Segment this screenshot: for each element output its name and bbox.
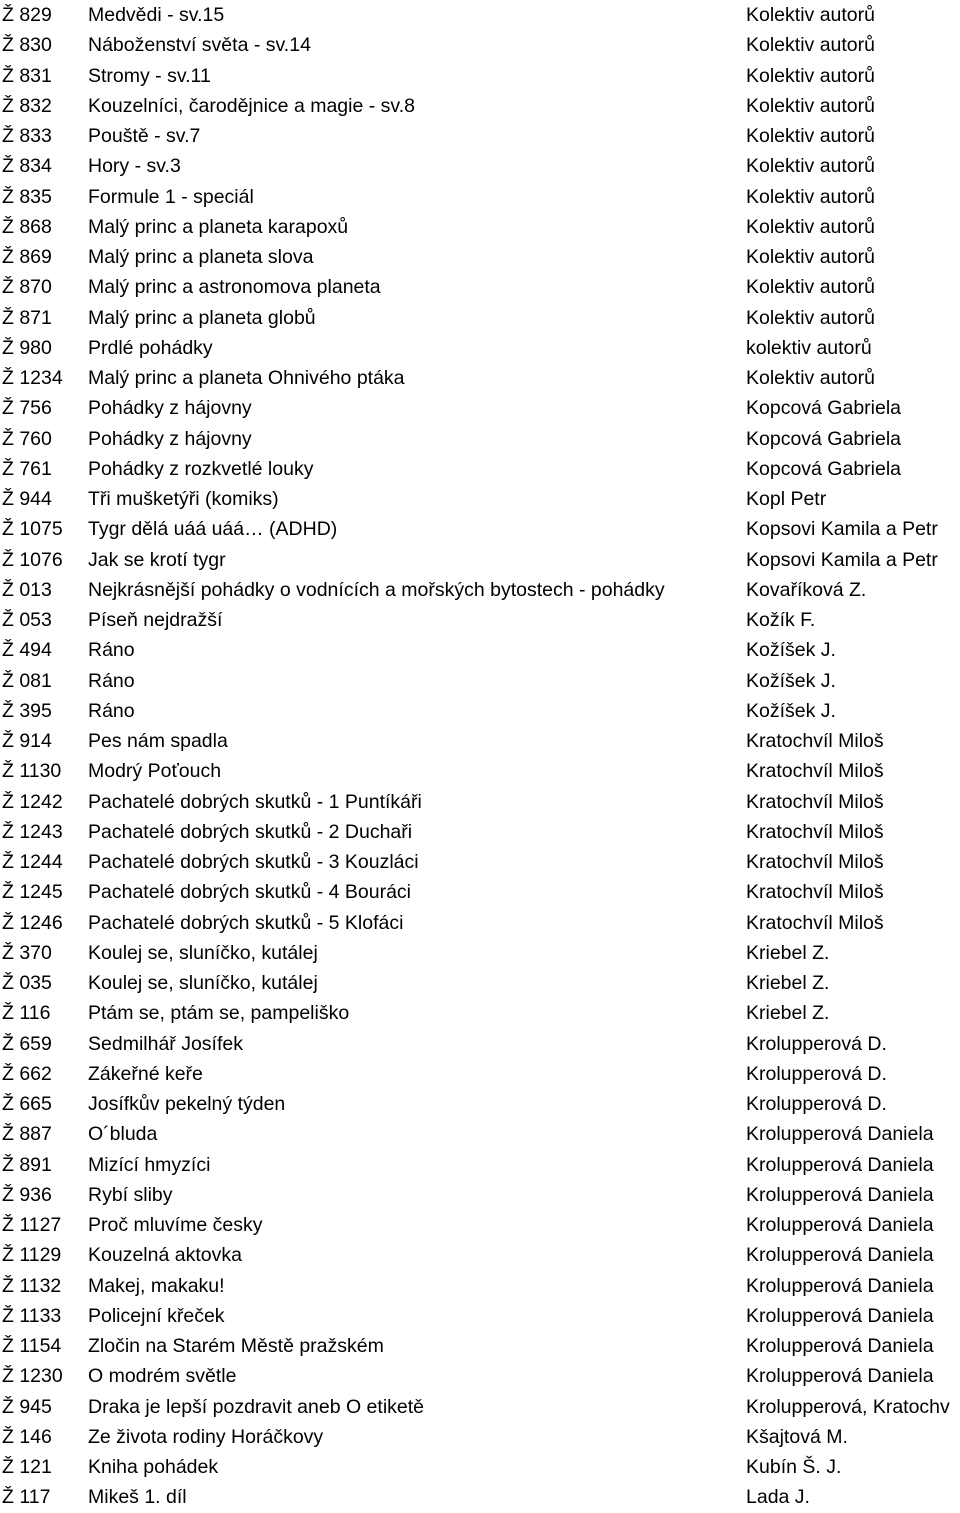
catalog-row: [0, 938, 960, 968]
book-author: Kriebel Z.: [746, 972, 830, 994]
book-author: Krolupperová D.: [746, 1093, 887, 1115]
catalog-row: [0, 605, 960, 635]
catalog-row: [0, 1150, 960, 1180]
catalog-row: [0, 666, 960, 696]
book-author: Kovaříková Z.: [746, 578, 867, 601]
book-title: Malý princ a astronomova planeta: [88, 276, 381, 299]
catalog-row: [0, 454, 960, 484]
shelf-code: Ž 887: [2, 1123, 52, 1146]
catalog-row: [0, 968, 960, 998]
shelf-code: Ž 891: [2, 1153, 52, 1176]
shelf-code: Ž 1234: [2, 367, 63, 389]
book-title: Píseň nejdražší: [88, 609, 223, 631]
catalog-row: [0, 30, 960, 60]
shelf-code: Ž 761: [2, 457, 52, 480]
shelf-code: Ž 835: [2, 185, 52, 208]
shelf-code: Ž 659: [2, 1032, 52, 1055]
book-author: Krolupperová Daniela: [746, 1123, 934, 1146]
shelf-code: Ž 832: [2, 94, 52, 117]
book-title: Medvědi - sv.15: [88, 4, 225, 26]
book-author: Kolektiv autorů: [746, 276, 875, 299]
catalog-row: [0, 363, 960, 393]
book-title: Malý princ a planeta globů: [88, 306, 316, 329]
book-title: O´bluda: [88, 1123, 158, 1146]
catalog-row: [0, 1089, 960, 1119]
catalog-row: [0, 61, 960, 91]
shelf-code: Ž 1154: [2, 1335, 62, 1357]
book-title: Draka je lepší pozdravit aneb O etiketě: [88, 1395, 425, 1418]
book-author: Krolupperová, Kratochv: [746, 1395, 950, 1418]
shelf-code: Ž 035: [2, 972, 52, 994]
book-author: Kratochvíl Miloš: [746, 730, 884, 752]
shelf-code: Ž 1245: [2, 881, 63, 904]
shelf-code: Ž 1132: [2, 1274, 62, 1297]
book-author: Kolektiv autorů: [746, 64, 875, 87]
book-title: Rybí sliby: [88, 1183, 173, 1206]
catalog-row: [0, 424, 960, 454]
book-title: Nejkrásnější pohádky o vodnících a mořských bytostech - pohádky: [88, 578, 665, 601]
catalog-row: [0, 877, 960, 907]
book-title: Hory - sv.3: [88, 155, 181, 178]
book-title: Koulej se, sluníčko, kutálej: [88, 941, 318, 964]
catalog-row: [0, 182, 960, 212]
book-title: Modrý Poťouch: [88, 760, 222, 783]
book-author: Kolektiv autorů: [746, 155, 875, 178]
book-author: Kopcová Gabriela: [746, 397, 902, 420]
shelf-code: Ž 760: [2, 427, 52, 450]
shelf-code: Ž 116: [2, 1002, 51, 1025]
catalog-row: [0, 393, 960, 423]
shelf-code: Ž 870: [2, 276, 52, 299]
shelf-code: Ž 829: [2, 4, 52, 26]
shelf-code: Ž 1130: [2, 760, 62, 783]
book-title: Ráno: [88, 699, 135, 722]
catalog-row: [0, 1119, 960, 1149]
book-title: Malý princ a planeta slova: [88, 246, 314, 268]
book-author: Kolektiv autorů: [746, 34, 875, 57]
shelf-code: Ž 869: [2, 246, 52, 268]
catalog-row: [0, 333, 960, 363]
book-title: Pohádky z rozkvetlé louky: [88, 457, 314, 480]
book-author: Kratochvíl Miloš: [746, 911, 884, 934]
book-author: Krolupperová Daniela: [746, 1274, 934, 1297]
shelf-code: Ž 117: [2, 1486, 51, 1509]
catalog-row: [0, 1452, 960, 1482]
book-title: O modrém světle: [88, 1365, 237, 1388]
shelf-code: Ž 980: [2, 336, 52, 359]
catalog-row: [0, 1422, 960, 1452]
shelf-code: Ž 013: [2, 578, 52, 601]
book-author: Kolektiv autorů: [746, 94, 875, 117]
book-author: Kolektiv autorů: [746, 246, 875, 268]
book-title: Pes nám spadla: [88, 730, 228, 752]
book-title: Pouště - sv.7: [88, 125, 201, 147]
book-author: Kopsovi Kamila a Petr: [746, 518, 938, 541]
catalog-row: [0, 151, 960, 181]
catalog-row: [0, 1180, 960, 1210]
book-author: kolektiv autorů: [746, 336, 872, 359]
shelf-code: Ž 370: [2, 941, 52, 964]
book-author: Kožík F.: [746, 609, 816, 631]
catalog-row: [0, 212, 960, 242]
book-author: Kriebel Z.: [746, 941, 830, 964]
book-author: Krolupperová D.: [746, 1032, 887, 1055]
book-title: Josífkův pekelný týden: [88, 1093, 286, 1115]
catalog-row: [0, 635, 960, 665]
book-title: Pachatelé dobrých skutků - 3 Kouzláci: [88, 851, 419, 873]
catalog-row: [0, 847, 960, 877]
book-author: Krolupperová D.: [746, 1062, 887, 1085]
book-title: Náboženství světa - sv.14: [88, 34, 311, 57]
book-author: Kratochvíl Miloš: [746, 760, 884, 783]
book-title: Sedmilhář Josífek: [88, 1032, 243, 1055]
shelf-code: Ž 1244: [2, 851, 63, 873]
book-title: Ráno: [88, 669, 135, 692]
book-author: Kožíšek J.: [746, 669, 836, 692]
catalog-row: [0, 1331, 960, 1361]
book-author: Kopsovi Kamila a Petr: [746, 548, 938, 571]
shelf-code: Ž 494: [2, 639, 52, 662]
catalog-row: [0, 121, 960, 151]
catalog-row: [0, 91, 960, 121]
book-title: Tygr dělá uáá uáá… (ADHD): [88, 518, 338, 541]
book-author: Kolektiv autorů: [746, 125, 875, 147]
book-title: Koulej se, sluníčko, kutálej: [88, 972, 318, 994]
book-title: Stromy - sv.11: [88, 64, 211, 87]
book-author: Kopcová Gabriela: [746, 427, 902, 450]
shelf-code: Ž 831: [2, 64, 52, 87]
catalog-row: [0, 242, 960, 272]
shelf-code: Ž 1076: [2, 548, 63, 571]
book-title: Prdlé pohádky: [88, 336, 213, 359]
book-author: Kriebel Z.: [746, 1002, 830, 1025]
book-title: Mizící hmyzíci: [88, 1153, 211, 1176]
book-title: Malý princ a planeta Ohnivého ptáka: [88, 367, 405, 389]
catalog-row: [0, 726, 960, 756]
catalog-row: [0, 514, 960, 544]
shelf-code: Ž 395: [2, 699, 52, 722]
book-author: Kolektiv autorů: [746, 4, 875, 26]
shelf-code: Ž 081: [2, 669, 52, 692]
book-title: Pachatelé dobrých skutků - 2 Duchaři: [88, 820, 413, 843]
book-title: Pohádky z hájovny: [88, 397, 252, 420]
book-author: Kratochvíl Miloš: [746, 820, 884, 843]
catalog-row: [0, 756, 960, 786]
book-title: Ráno: [88, 639, 135, 662]
book-author: Kolektiv autorů: [746, 215, 875, 238]
shelf-code: Ž 1230: [2, 1365, 63, 1388]
book-title: Pachatelé dobrých skutků - 4 Bouráci: [88, 881, 412, 904]
book-title: Zločin na Starém Městě pražském: [88, 1335, 384, 1357]
book-author: Kopl Petr: [746, 488, 827, 510]
catalog-row: [0, 1210, 960, 1240]
book-author: Krolupperová Daniela: [746, 1304, 934, 1327]
book-title: Kouzelná aktovka: [88, 1244, 242, 1267]
catalog-row: [0, 1301, 960, 1331]
shelf-code: Ž 121: [2, 1456, 52, 1478]
book-author: Krolupperová Daniela: [746, 1214, 934, 1236]
catalog-row: [0, 0, 960, 30]
book-title: Formule 1 - speciál: [88, 185, 254, 208]
shelf-code: Ž 914: [2, 730, 52, 752]
shelf-code: Ž 146: [2, 1425, 52, 1448]
book-author: Krolupperová Daniela: [746, 1365, 934, 1388]
book-author: Krolupperová Daniela: [746, 1335, 934, 1357]
book-title: Ze života rodiny Horáčkovy: [88, 1425, 324, 1448]
catalog-row: [0, 1271, 960, 1301]
book-author: Krolupperová Daniela: [746, 1153, 934, 1176]
shelf-code: Ž 053: [2, 609, 52, 631]
book-title: Pachatelé dobrých skutků - 5 Klofáci: [88, 911, 404, 934]
book-title: Proč mluvíme česky: [88, 1214, 263, 1236]
book-author: Kratochvíl Miloš: [746, 790, 884, 813]
book-author: Kratochvíl Miloš: [746, 851, 884, 873]
shelf-code: Ž 1246: [2, 911, 63, 934]
catalog-row: [0, 908, 960, 938]
book-author: Lada J.: [746, 1486, 810, 1509]
book-title: Policejní křeček: [88, 1304, 225, 1327]
shelf-code: Ž 662: [2, 1062, 52, 1085]
shelf-code: Ž 833: [2, 125, 52, 147]
catalog-row: [0, 817, 960, 847]
book-title: Kniha pohádek: [88, 1456, 219, 1478]
shelf-code: Ž 1243: [2, 820, 63, 843]
catalog-row: [0, 998, 960, 1028]
book-title: Tři mušketýři (komiks): [88, 488, 279, 510]
catalog-row: [0, 1029, 960, 1059]
shelf-code: Ž 944: [2, 488, 52, 510]
shelf-code: Ž 1129: [2, 1244, 62, 1267]
book-title: Kouzelníci, čarodějnice a magie - sv.8: [88, 94, 415, 117]
shelf-code: Ž 1242: [2, 790, 63, 813]
book-author: Krolupperová Daniela: [746, 1244, 934, 1267]
book-author: Kubín Š. J.: [746, 1456, 842, 1478]
book-author: Kožíšek J.: [746, 699, 836, 722]
book-title: Pachatelé dobrých skutků - 1 Puntíkáři: [88, 790, 422, 813]
catalog-row: [0, 1361, 960, 1391]
shelf-code: Ž 945: [2, 1395, 52, 1418]
catalog-row: [0, 1240, 960, 1270]
shelf-code: Ž 834: [2, 155, 52, 178]
book-title: Ptám se, ptám se, pampeliško: [88, 1002, 350, 1025]
shelf-code: Ž 830: [2, 34, 52, 57]
catalog-row: [0, 303, 960, 333]
catalog-row: [0, 575, 960, 605]
catalog-row: [0, 272, 960, 302]
shelf-code: Ž 868: [2, 215, 52, 238]
book-title: Zákeřné keře: [88, 1062, 203, 1085]
catalog-row: [0, 696, 960, 726]
shelf-code: Ž 665: [2, 1093, 52, 1115]
book-author: Kožíšek J.: [746, 639, 836, 662]
catalog-row: [0, 1059, 960, 1089]
catalog-row: [0, 545, 960, 575]
shelf-code: Ž 936: [2, 1183, 52, 1206]
shelf-code: Ž 1075: [2, 518, 63, 541]
book-title: Pohádky z hájovny: [88, 427, 252, 450]
shelf-code: Ž 1133: [2, 1304, 62, 1327]
shelf-code: Ž 1127: [2, 1214, 62, 1236]
book-title: Makej, makaku!: [88, 1274, 225, 1297]
book-title: Mikeš 1. díl: [88, 1486, 187, 1509]
catalog-row: [0, 484, 960, 514]
book-author: Kšajtová M.: [746, 1425, 848, 1448]
book-author: Kratochvíl Miloš: [746, 881, 884, 904]
book-author: Kopcová Gabriela: [746, 457, 902, 480]
catalog-row: [0, 1392, 960, 1422]
book-title: Jak se krotí tygr: [88, 548, 226, 571]
shelf-code: Ž 871: [2, 306, 52, 329]
book-title: Malý princ a planeta karapoxů: [88, 215, 349, 238]
shelf-code: Ž 756: [2, 397, 52, 420]
book-author: Krolupperová Daniela: [746, 1183, 934, 1206]
book-author: Kolektiv autorů: [746, 306, 875, 329]
book-author: Kolektiv autorů: [746, 185, 875, 208]
book-author: Kolektiv autorů: [746, 367, 875, 389]
catalog-row: [0, 787, 960, 817]
